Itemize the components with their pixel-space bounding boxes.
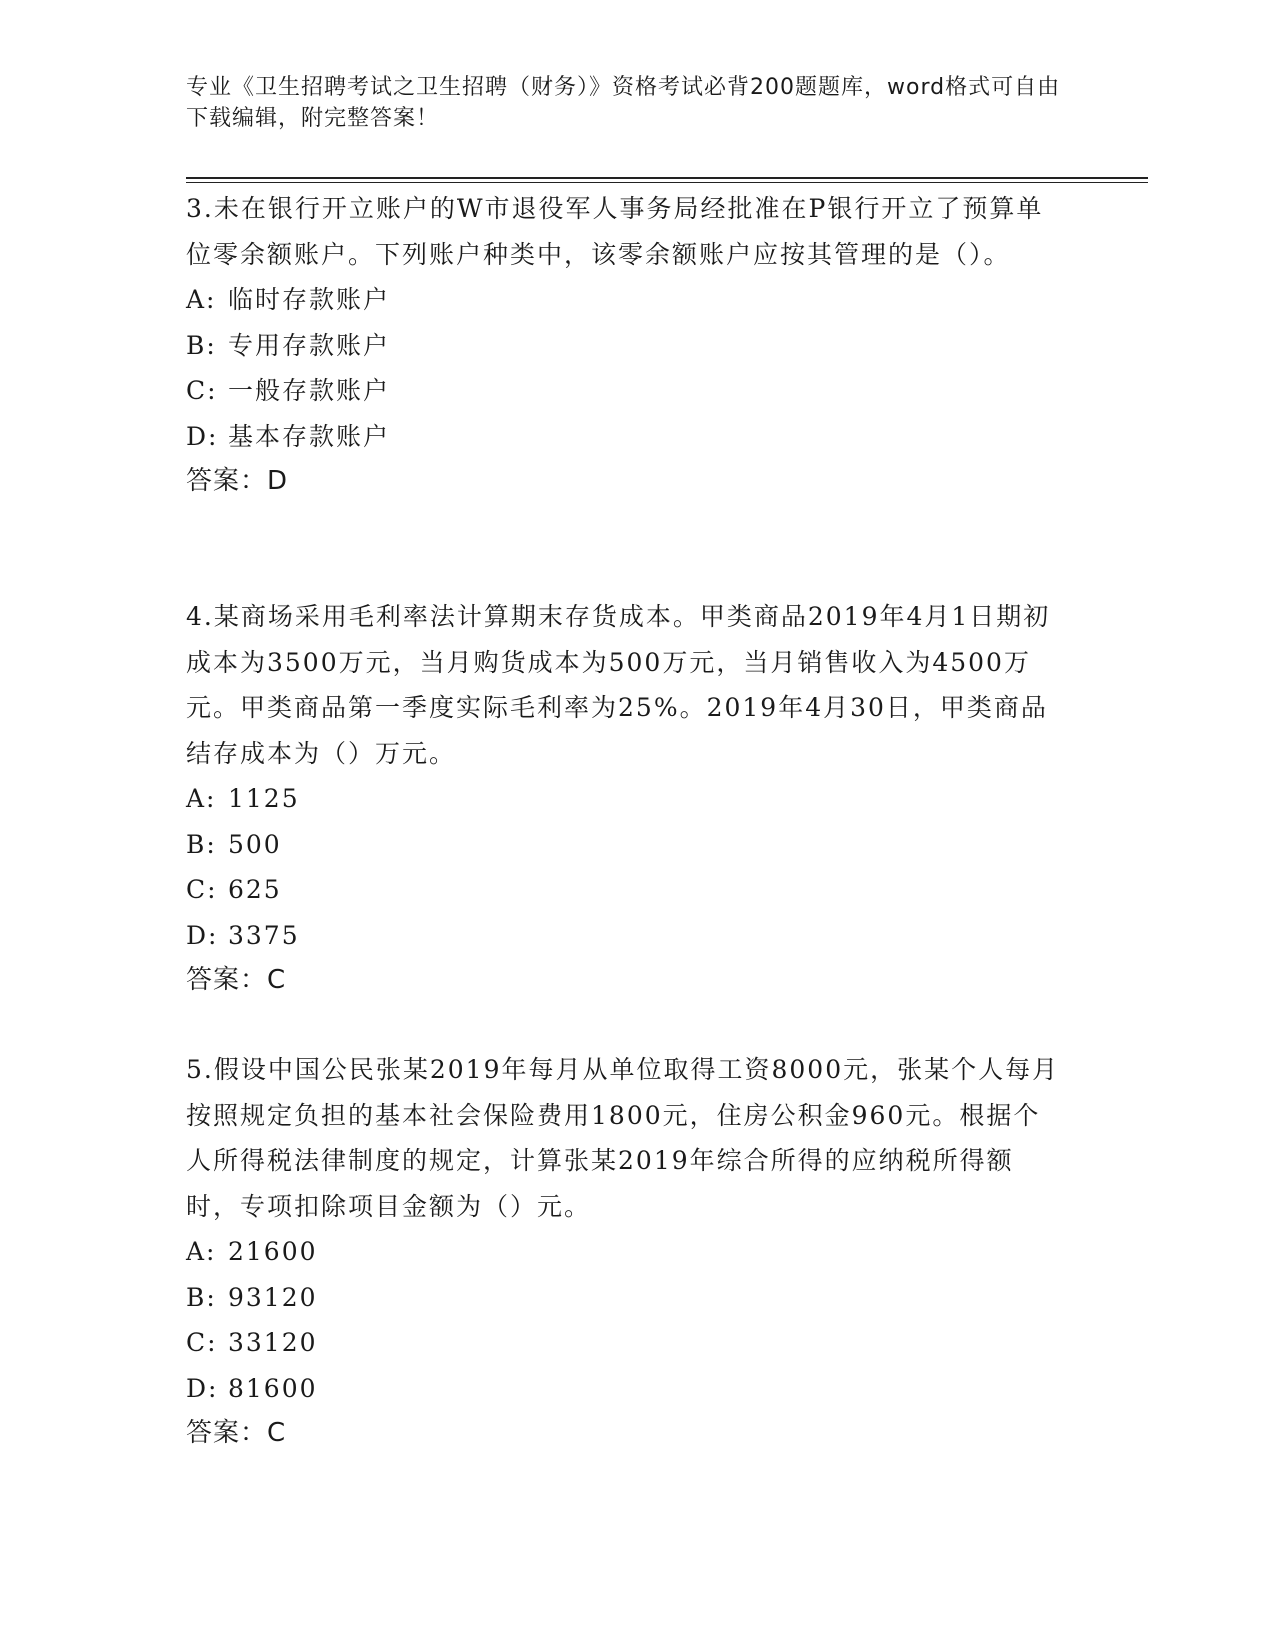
option-a	[186, 1229, 1066, 1275]
option-letter: A:	[186, 1237, 217, 1266]
option-text: 临时存款账户	[228, 285, 391, 314]
option-letter: D:	[186, 1373, 219, 1403]
document-header: 专业《卫生招聘考试之卫生招聘（财务）》资格考试必背200题题库，word格式可自由下载编辑，附完整答案！	[186, 75, 1061, 131]
option-letter: B:	[186, 1282, 217, 1312]
option-text: 1125	[228, 784, 300, 813]
option-text: 专用存款账户	[228, 330, 391, 360]
option-letter: D:	[186, 421, 219, 451]
option-text: 一般存款账户	[228, 376, 391, 405]
option-letter: C:	[186, 1328, 218, 1357]
answer-line: 答案：D	[186, 466, 289, 496]
option-c	[186, 867, 1066, 913]
option-d	[186, 414, 1066, 460]
question-stem: 5.假设中国公民张某2019年每月从单位取得工资8000元，张某个人每月按照规定负担的基本社会保险费用1800元，住房公积金960元。根据个人所得税法律制度的规定，计算张某2019年综合所得的应纳税所得额时，专项扣除项目金额为（）元。	[186, 1055, 1060, 1221]
option-text: 93120	[228, 1282, 318, 1312]
option-text: 81600	[228, 1373, 318, 1403]
option-b	[186, 822, 1066, 868]
option-text: 3375	[228, 920, 300, 950]
option-c	[186, 1320, 1066, 1366]
option-d	[186, 913, 1066, 959]
header-divider-bottom	[186, 182, 1148, 183]
option-letter: B:	[186, 829, 217, 859]
question-5	[186, 1047, 1066, 1457]
answer-line: 答案：C	[186, 965, 287, 995]
question-3	[186, 186, 1066, 505]
option-letter: C:	[186, 376, 218, 405]
option-text: 21600	[228, 1237, 318, 1266]
option-b	[186, 1275, 1066, 1321]
option-letter: C:	[186, 875, 218, 904]
question-stem: 4.某商场采用毛利率法计算期末存货成本。甲类商品2019年4月1日期初成本为3500万元，当月购货成本为500万元，当月销售收入为4500万元。甲类商品第一季度实际毛利率为25%。2019年4月30日，甲类商品结存成本为（）万元。	[186, 602, 1051, 768]
option-letter: D:	[186, 920, 219, 950]
option-text: 基本存款账户	[228, 421, 391, 451]
option-letter: A:	[186, 784, 217, 813]
header-divider-top	[186, 177, 1148, 179]
option-a	[186, 277, 1066, 323]
option-text: 625	[228, 875, 282, 904]
option-letter: A:	[186, 285, 217, 314]
question-stem: 3.未在银行开立账户的W市退役军人事务局经批准在P银行开立了预算单位零余额账户。下列账户种类中，该零余额账户应按其管理的是（）。	[186, 194, 1044, 269]
option-b	[186, 323, 1066, 369]
question-4	[186, 594, 1066, 1004]
answer-line: 答案：C	[186, 1418, 287, 1448]
option-letter: B:	[186, 330, 217, 360]
option-text: 500	[228, 829, 282, 859]
option-d	[186, 1366, 1066, 1412]
option-c	[186, 368, 1066, 414]
option-a	[186, 776, 1066, 822]
option-text: 33120	[228, 1328, 318, 1357]
